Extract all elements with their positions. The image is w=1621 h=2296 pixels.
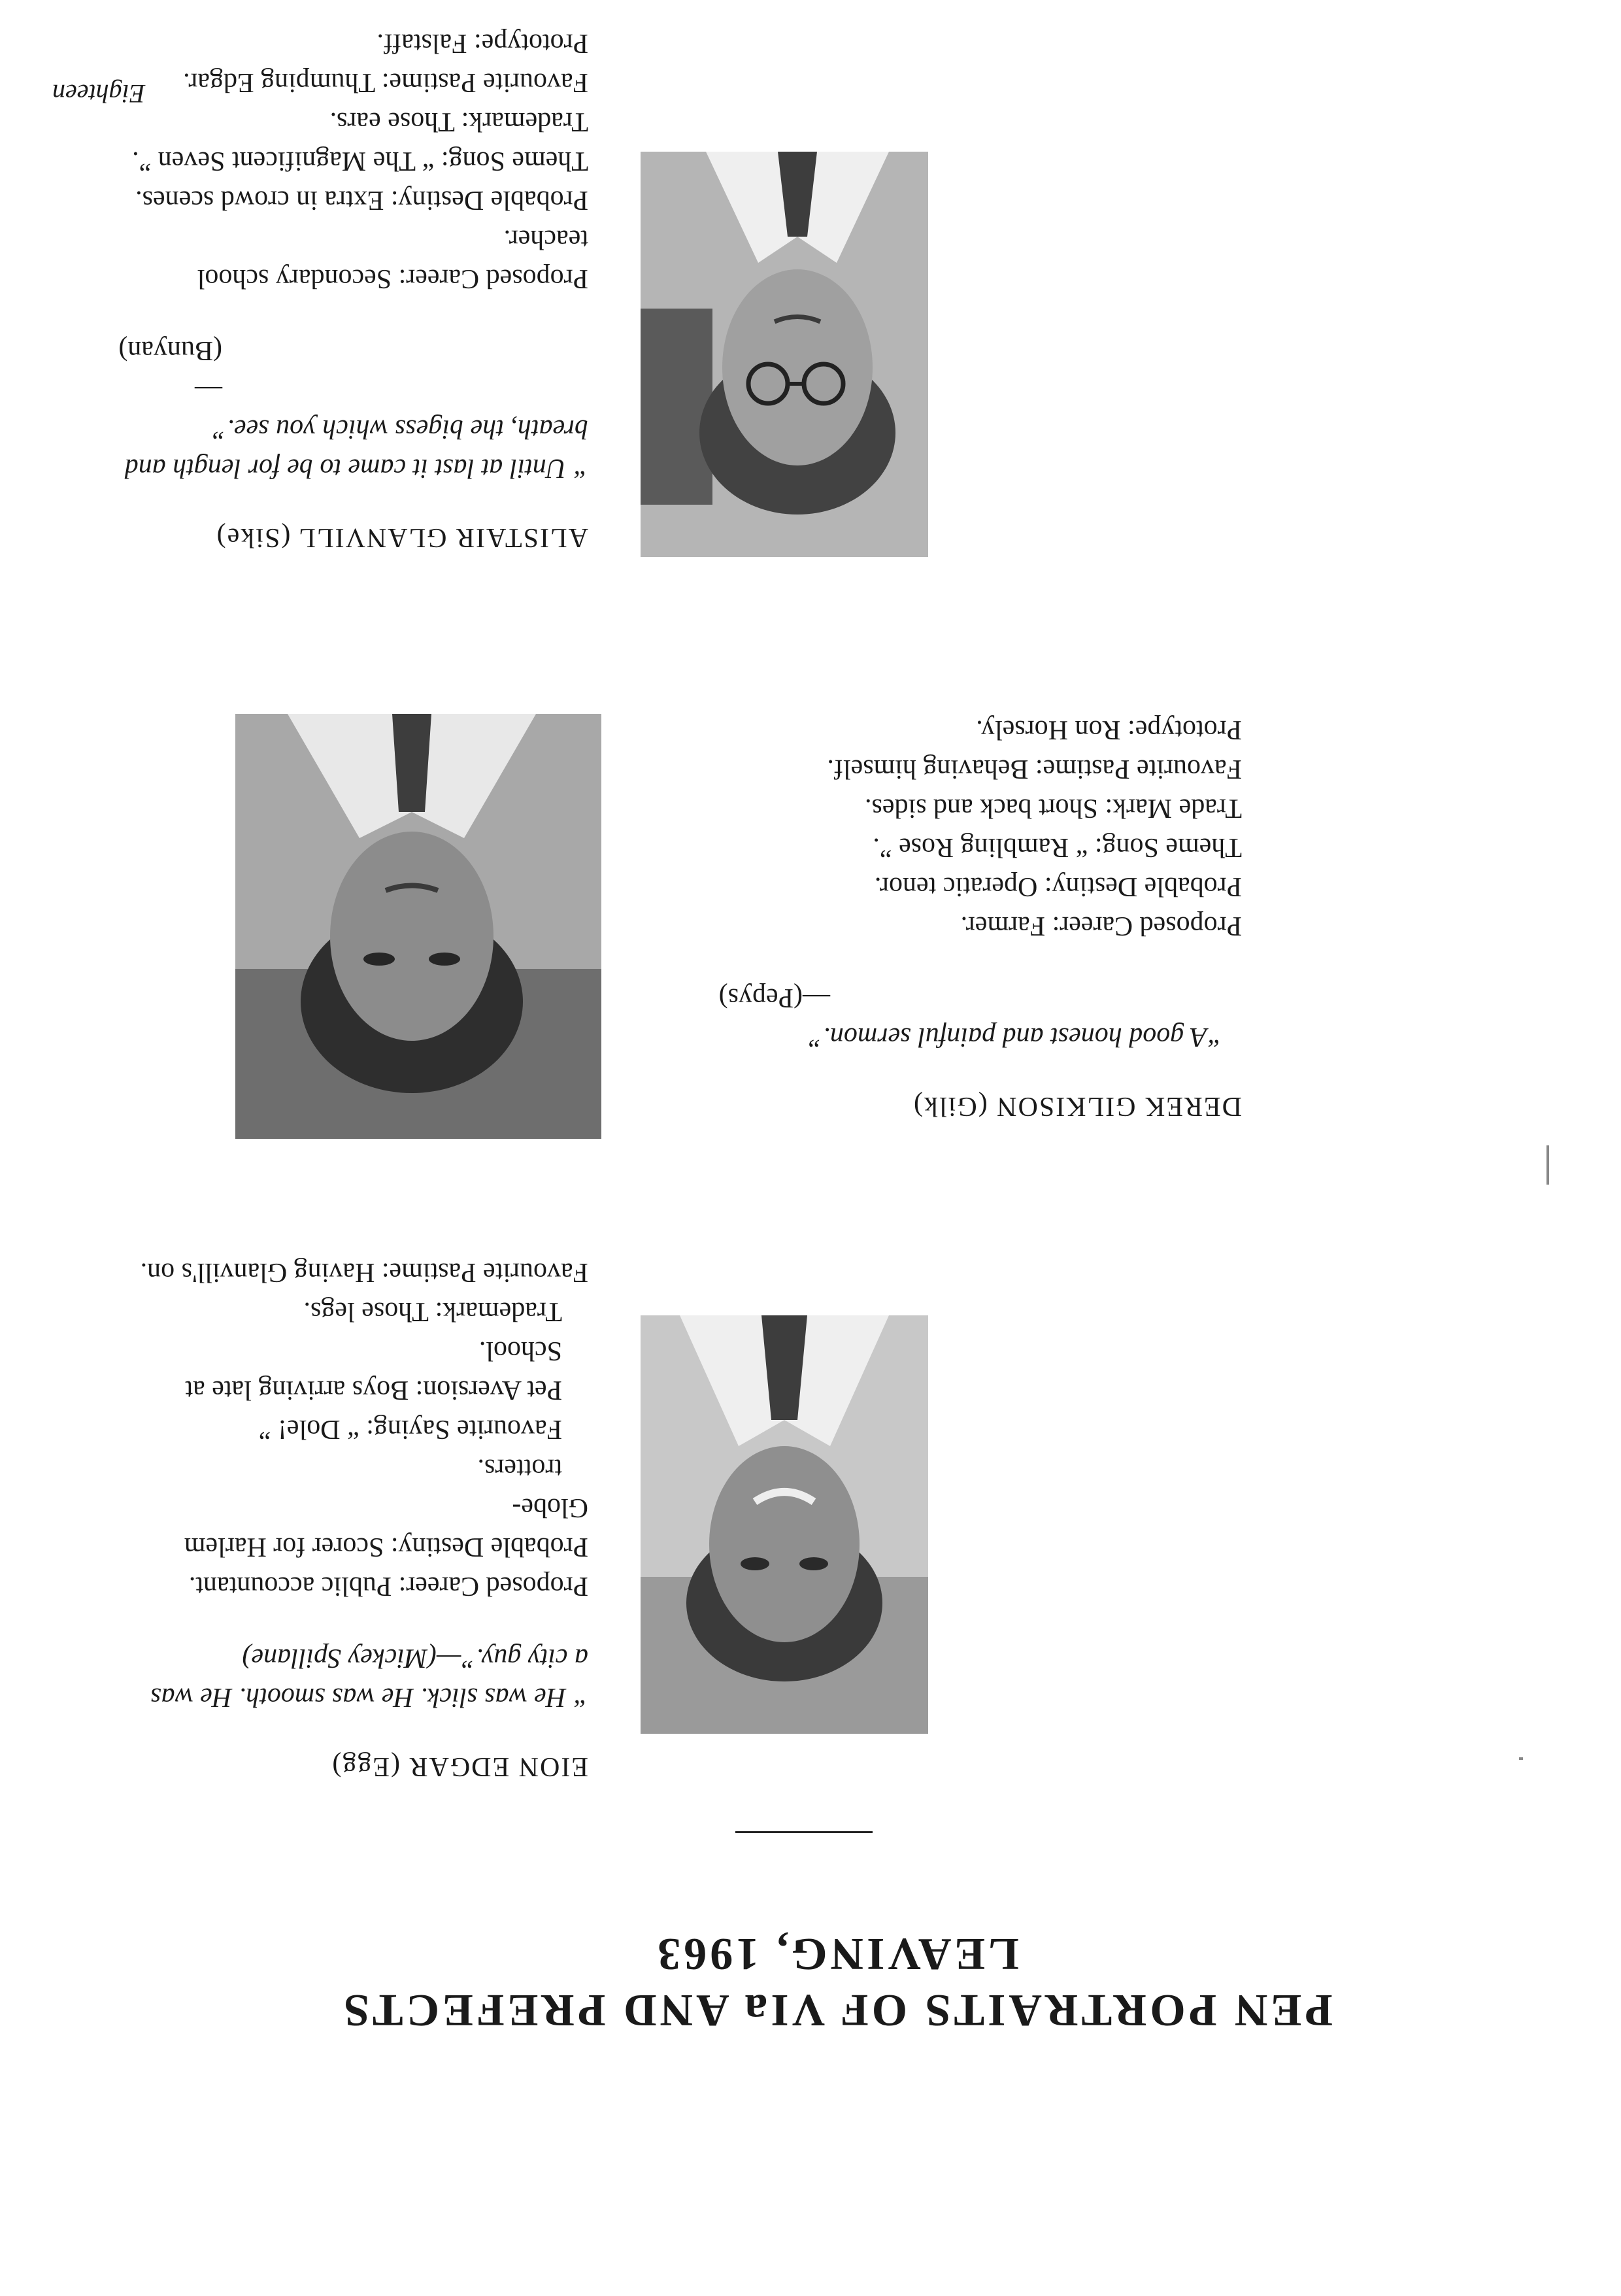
section-divider xyxy=(735,1831,873,1833)
entry-attr: Favourite Saying: “ Dole! ” xyxy=(258,1414,562,1444)
entry-attr: Proposed Career: Public accountant. xyxy=(188,1571,588,1601)
entry-gilkison xyxy=(641,710,1242,1126)
entry-attr: Favourite Pastime: Thumping Edgar. xyxy=(183,67,588,97)
entry-attr: Probable Destiny: Operatic tenor. xyxy=(874,871,1242,902)
entry-attr: Proposed Career: Secondary school teacher. xyxy=(197,224,588,294)
entry-attr: Trademark: Those ears. xyxy=(329,107,588,137)
page-number: Eighteen xyxy=(52,79,146,109)
entry-attr: Prototype: Falstaff. xyxy=(376,28,588,58)
title-line-2: LEAVING, 1963 xyxy=(654,1929,1019,1979)
entry-attr: Favourite Pastime: Having Glanvill's on. xyxy=(140,1257,588,1287)
entry-quote-source: —(Pepys) xyxy=(718,983,830,1013)
entry-name: DEREK GILKISON (Gilk) xyxy=(912,1091,1242,1121)
entry-attr: Trademark: Those legs. xyxy=(303,1296,562,1326)
page-title xyxy=(288,1925,1386,2038)
scan-speck xyxy=(1546,1145,1549,1185)
entry-name: EION EDGAR (Egg) xyxy=(331,1751,588,1781)
entry-quote-source: —(Bunyan) xyxy=(118,335,222,405)
entry-attr: trotters. xyxy=(477,1453,562,1483)
scan-speck xyxy=(1519,1757,1523,1760)
entry-glanvill xyxy=(118,24,967,557)
entry-attr: Probable Destiny: Scorer for Harlem Globe- xyxy=(184,1493,588,1562)
entry-attr: Prototype: Ron Horsely. xyxy=(976,715,1242,745)
entry-attr: Pet Aversion: Boys arriving late at School. xyxy=(185,1336,562,1405)
entry-attr: Theme Song: “ The Magnificent Seven ”. xyxy=(132,146,588,176)
entry-attr: Probable Destiny: Extra in crowd scenes. xyxy=(135,185,588,215)
entry-edgar xyxy=(137,1253,967,1786)
entry-quote: “ He was slick. He was smooth. He was a city guy.”—(Mickey Spillane) xyxy=(150,1643,588,1712)
entry-quote: “A good honest and painful sermon.” xyxy=(808,1022,1222,1052)
entry-quote: “ Until at last it came to be for length and breath, the bigess which you see.” xyxy=(124,414,588,483)
entry-attr: Proposed Career: Farmer. xyxy=(960,911,1242,941)
portrait-gilkison-image xyxy=(235,714,601,1139)
title-line-1: PEN PORTRAITS OF VIa AND PREFECTS xyxy=(341,1985,1333,2035)
entry-attr: Trade Mark: Short back and sides. xyxy=(864,793,1242,823)
entry-attr: Favourite Pastime: Behaving himself. xyxy=(827,754,1242,784)
entry-attr: Theme Song: “ Rambling Rose ”. xyxy=(873,832,1242,862)
portrait-photo-gilkison xyxy=(235,714,601,1139)
entry-name: ALISTAIR GLANVILL (Sike) xyxy=(215,522,588,552)
